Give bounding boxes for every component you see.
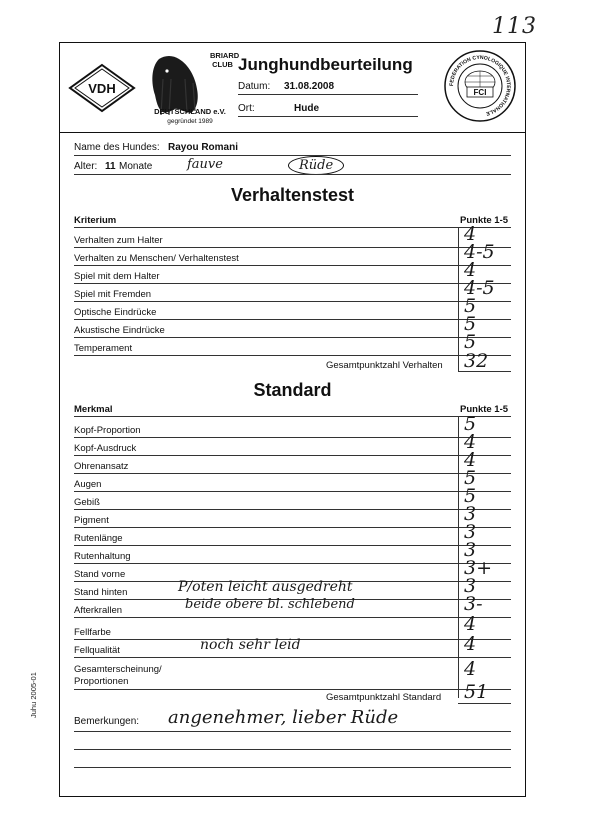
standard-score: 3	[464, 521, 477, 543]
standard-row-line	[74, 617, 511, 618]
standard-total-value: 51	[464, 681, 489, 703]
club-founded: gegründet 1989	[167, 118, 213, 125]
dog-name-value: Rayou Romani	[168, 142, 239, 153]
club-name-bottom: DEUTSCHLAND e.V.	[154, 107, 226, 116]
behavior-row-line	[74, 355, 511, 356]
color-value: fauve	[187, 157, 223, 172]
standard-score: 3	[464, 539, 477, 561]
standard-row-line	[74, 473, 511, 474]
behavior-row-label: Verhalten zum Halter	[74, 235, 163, 246]
standard-row-label: Kopf-Ausdruck	[74, 443, 137, 454]
standard-row-label-line2: Proportionen	[74, 676, 129, 687]
date-value: 31.08.2008	[284, 81, 335, 92]
place-label: Ort:	[238, 103, 255, 114]
age-label: Alter:	[74, 161, 98, 172]
fci-ring-text: FEDERATION CYNOLOGIQUE INTERNATIONALE	[448, 54, 512, 117]
behavior-total-label: Gesamtpunktzahl Verhalten	[326, 360, 443, 371]
standard-row-label: Rutenhaltung	[74, 551, 131, 562]
behavior-row-label: Spiel mit dem Halter	[74, 271, 160, 282]
behavior-row-label: Spiel mit Fremden	[74, 289, 152, 300]
standard-title: Standard	[253, 380, 332, 400]
standard-row-line	[74, 689, 511, 690]
standard-row-label: Pigment	[74, 515, 109, 526]
behavior-row-line	[74, 337, 511, 338]
sex-value-circled: Rüde	[288, 156, 344, 175]
standard-score: 4	[464, 449, 477, 471]
standard-total-line	[458, 703, 511, 704]
remarks-line-3	[74, 767, 511, 768]
fci-logo-text: FCI	[473, 88, 487, 97]
standard-total-label: Gesamtpunktzahl Standard	[326, 692, 442, 703]
standard-row-label: Afterkrallen	[74, 605, 123, 616]
vdh-logo	[68, 63, 136, 113]
behavior-title: Verhaltenstest	[230, 185, 355, 205]
standard-row-label: Augen	[74, 479, 102, 490]
behavior-score: 4	[464, 259, 477, 281]
standard-score: 4	[464, 431, 477, 453]
standard-row-label: Gebiß	[74, 497, 100, 508]
dog-name-line	[74, 155, 511, 156]
standard-score: 5	[464, 413, 477, 435]
standard-score: 3	[464, 503, 477, 525]
standard-score: 3	[464, 575, 477, 597]
standard-row-label: Ohrenansatz	[74, 461, 129, 472]
place-underline	[238, 116, 418, 117]
remarks-line-1	[74, 731, 511, 732]
behavior-total-value: 32	[464, 350, 489, 372]
behavior-score: 4	[464, 223, 477, 245]
standard-points-header: Punkte 1-5	[460, 404, 509, 415]
standard-row-label: Rutenlänge	[74, 533, 123, 544]
standard-row-label: Stand vorne	[74, 569, 126, 580]
behavior-row-label: Optische Eindrücke	[74, 307, 157, 318]
standard-score: 3+	[464, 557, 493, 579]
feature-header: Merkmal	[74, 404, 113, 415]
behavior-score: 5	[464, 313, 477, 335]
behavior-row-line	[74, 301, 511, 302]
standard-row-line	[74, 563, 511, 564]
age-line	[74, 174, 511, 175]
club-name-top: BRIARD CLUB	[210, 51, 240, 69]
standard-score: 5	[464, 485, 477, 507]
standard-row-label: Gesamterscheinung/	[74, 664, 162, 675]
behavior-row-label: Verhalten zu Menschen/ Verhaltenstest	[74, 253, 239, 264]
standard-score: 4	[464, 658, 477, 680]
place-row	[238, 103, 319, 114]
remarks-label: Bemerkungen:	[74, 716, 140, 727]
standard-row-label: Stand hinten	[74, 587, 128, 598]
standard-row-line	[74, 527, 511, 528]
standard-score: 5	[464, 467, 477, 489]
behavior-header-line	[74, 227, 511, 228]
remarks-line-2	[74, 749, 511, 750]
criterion-header: Kriterium	[74, 215, 117, 226]
behavior-row-line	[74, 247, 511, 248]
behavior-row-label: Temperament	[74, 343, 133, 354]
dog-name-label: Name des Hundes:	[74, 142, 160, 153]
standard-score: 3-	[464, 593, 483, 615]
behavior-row-line	[74, 283, 511, 284]
page-number: 113	[492, 14, 537, 39]
behavior-row-line	[74, 319, 511, 320]
standard-row-line	[74, 509, 511, 510]
remarks-value: angenehmer, lieber Rüde	[168, 707, 399, 728]
standard-row-label: Fellqualität	[74, 645, 120, 656]
behavior-score: 5	[464, 331, 477, 353]
standard-row-label: Kopf-Proportion	[74, 425, 141, 436]
evaluation-form	[59, 42, 526, 797]
standard-row-line	[74, 437, 511, 438]
standard-row-line	[74, 491, 511, 492]
form-header	[60, 43, 525, 133]
standard-row-line	[74, 657, 511, 658]
behavior-row-line	[74, 265, 511, 266]
standard-row-line	[74, 545, 511, 546]
standard-row-line	[74, 455, 511, 456]
fci-seal	[443, 49, 517, 123]
age-value: 11	[105, 161, 116, 172]
form-version-note: Juhu 2005-01	[29, 672, 38, 718]
behavior-points-header: Punkte 1-5	[460, 215, 509, 226]
date-row	[238, 81, 334, 92]
age-unit: Monate	[119, 161, 153, 172]
standard-score: 4	[464, 613, 477, 635]
form-title: Junghundbeurteilung	[238, 55, 413, 74]
vdh-logo-text: VDH	[88, 81, 116, 96]
standard-remark: noch sehr leid	[200, 637, 301, 653]
behavior-total-line	[458, 371, 511, 372]
date-label: Datum:	[238, 81, 271, 92]
behavior-score: 4-5	[464, 241, 495, 263]
behavior-score: 5	[464, 295, 477, 317]
standard-remark: P/oten leicht ausgedreht	[178, 579, 353, 595]
standard-remark: beide obere bl. schlebend	[185, 597, 355, 612]
standard-header-line	[74, 416, 511, 417]
behavior-row-label: Akustische Eindrücke	[74, 325, 165, 336]
standard-score: 4	[464, 633, 477, 655]
place-value: Hude	[294, 103, 319, 114]
date-underline	[238, 94, 418, 95]
behavior-score: 4-5	[464, 277, 495, 299]
standard-row-label: Fellfarbe	[74, 627, 111, 638]
